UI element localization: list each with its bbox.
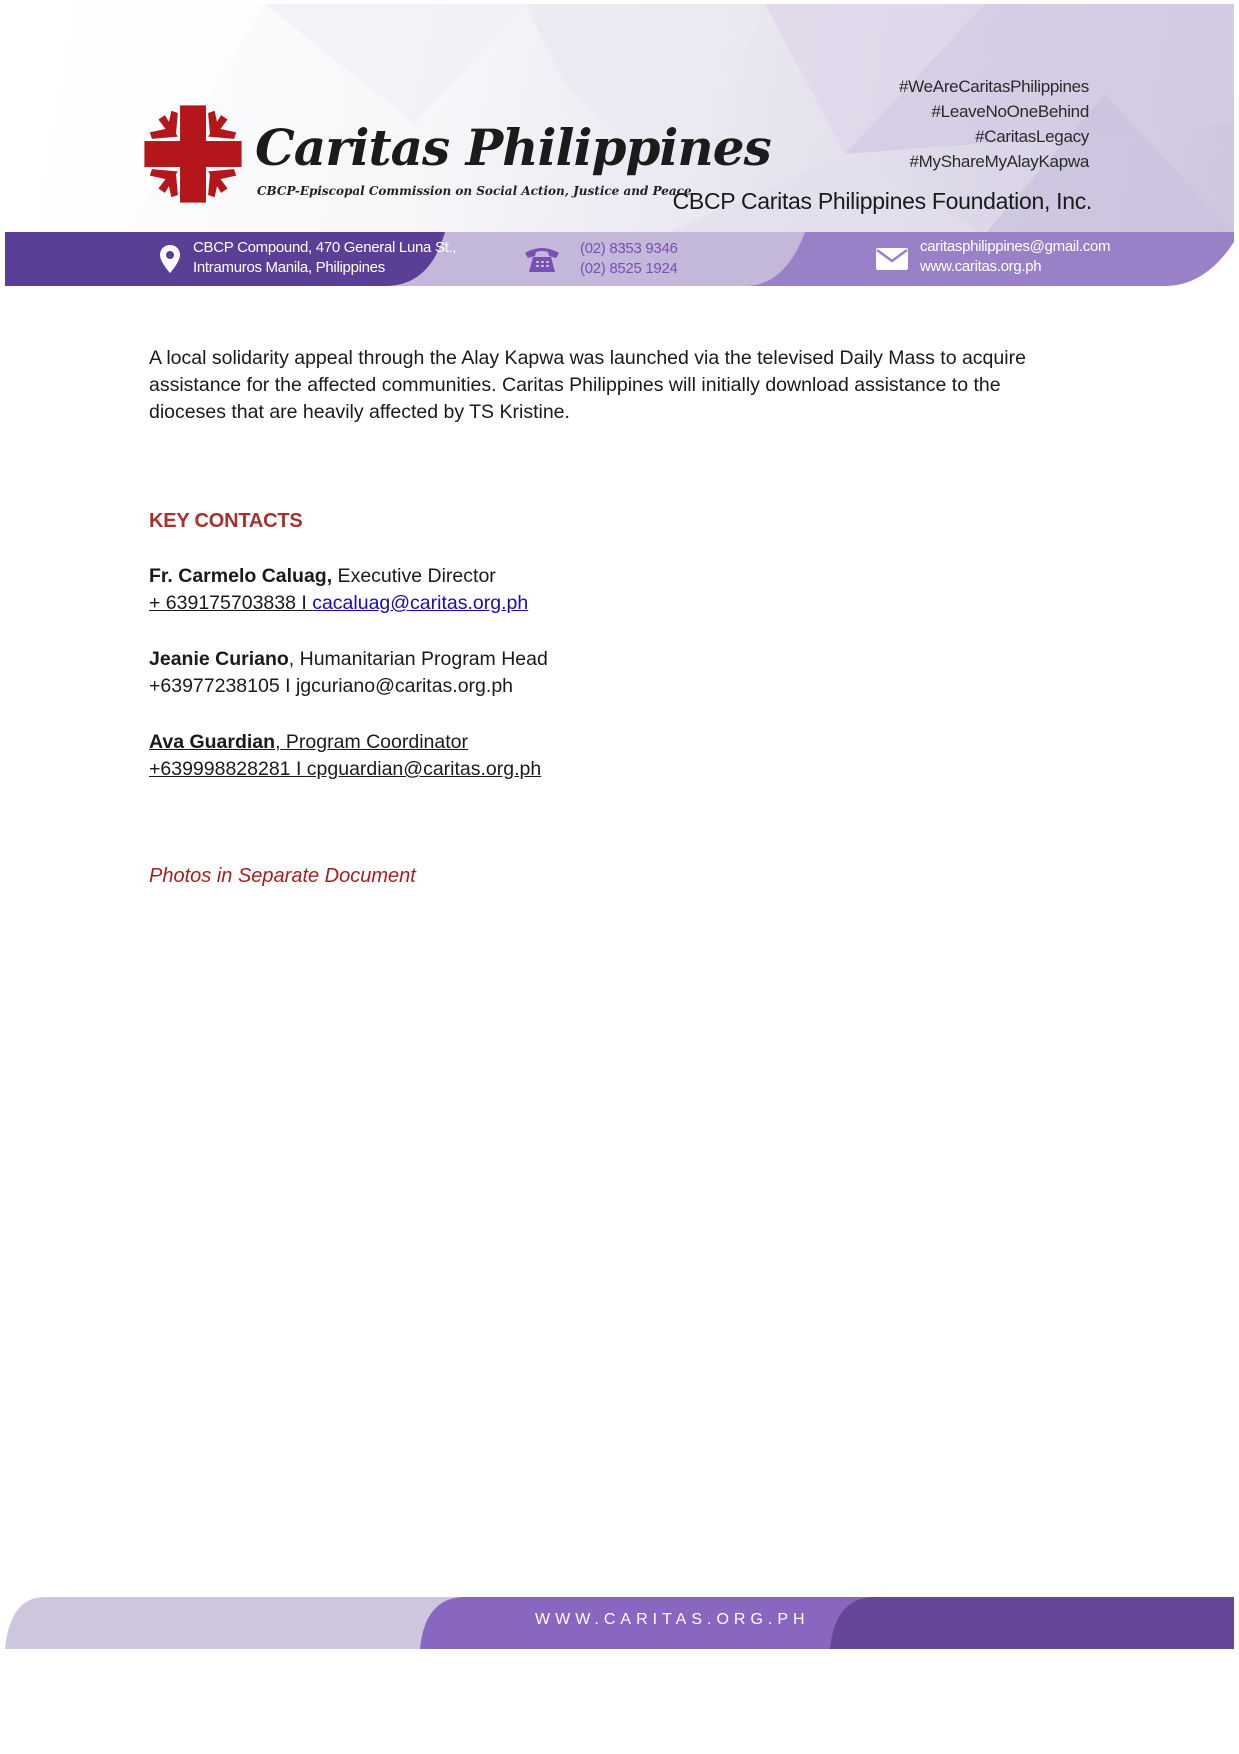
web-line[interactable]: www.caritas.org.ph (920, 258, 1042, 275)
contact-phone: +639998828281 I (149, 758, 307, 780)
footer-url[interactable]: WWW.CARITAS.ORG.PH (535, 1611, 810, 1628)
contact-email: jgcuriano@caritas.org.ph (295, 675, 514, 697)
contact-role: Executive Director (332, 565, 496, 587)
hashtag-list (899, 74, 1089, 174)
caritas-cross-logo (139, 100, 247, 208)
location-pin-icon (159, 244, 181, 274)
phone-line: (02) 8353 9346 (580, 240, 678, 257)
paragraph-line: A local solidarity appeal through the Alay Kapwa was launched via the televised Daily Mass to acquire (149, 347, 1026, 369)
paragraph-line: dioceses that are heavily affected by TS Kristine. (149, 401, 570, 423)
contact-name: Ava Guardian (149, 731, 276, 753)
phone-line: (02) 8525 1924 (580, 260, 678, 277)
envelope-icon (875, 247, 909, 271)
brand-subtitle: CBCP-Episcopal Commission on Social Action, Justice and Peace (257, 184, 692, 198)
contact-name: Jeanie Curiano (149, 648, 289, 670)
appeal-paragraph (149, 345, 1089, 426)
contact-role: , Program Coordinator (275, 731, 468, 753)
foundation-name: CBCP Caritas Philippines Foundation, Inc. (672, 188, 1092, 214)
address-line: Intramuros Manila, Philippines (193, 259, 385, 276)
key-contacts-heading: KEY CONTACTS (149, 510, 303, 532)
letterhead-header (5, 4, 1234, 234)
phone-numbers (580, 239, 678, 279)
letterhead-footer (5, 1597, 1234, 1649)
contact-bar (5, 232, 1234, 286)
hashtag: #CaritasLegacy (975, 127, 1089, 146)
hashtag: #MyShareMyAlayKapwa (909, 152, 1089, 171)
paragraph-line: assistance for the affected communities. Caritas Philippines will initially download assistance to the (149, 374, 1001, 396)
brand-name: Caritas Philippines (255, 118, 771, 177)
email-line[interactable]: caritasphilippines@gmail.com (920, 238, 1111, 255)
email-and-web (920, 237, 1110, 277)
telephone-icon (523, 245, 561, 273)
contact-block (149, 563, 528, 617)
contact-phone: + 639175703838 I (149, 592, 313, 614)
address-line: CBCP Compound, 470 General Luna St., (193, 239, 457, 256)
contact-name: Fr. Carmelo Caluag, (149, 565, 333, 587)
contact-phone: +63977238105 I (149, 675, 296, 697)
contact-email-link[interactable]: cacaluag@caritas.org.ph (312, 592, 529, 614)
address (193, 238, 456, 278)
hashtag: #LeaveNoOneBehind (931, 102, 1089, 121)
contact-email: cpguardian@caritas.org.ph (306, 758, 542, 780)
contact-block (149, 729, 541, 783)
contact-block (149, 646, 548, 700)
photos-note: Photos in Separate Document (149, 865, 416, 887)
hashtag: #WeAreCaritasPhilippines (899, 77, 1089, 96)
contact-role: , Humanitarian Program Head (288, 648, 548, 670)
